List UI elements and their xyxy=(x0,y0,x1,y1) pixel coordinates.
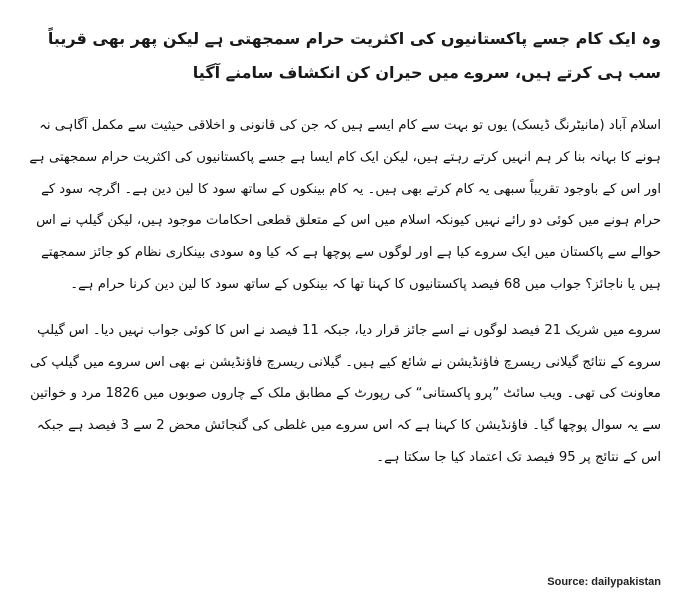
article-headline: وہ ایک کام جسے پاکستانیوں کی اکثریت حرام سمجھتی ہے لیکن پھر بھی قریباً سب ہی کرتے ہیں، سروے میں حیران کن انکشاف سامنے آگیا xyxy=(47,29,661,82)
article-paragraph-2: سروے میں شریک 21 فیصد لوگوں نے اسے جائز قرار دیا، جبکہ 11 فیصد نے اس کا کوئی جواب نہیں دیا۔ اس گیلپ سروے کے نتائج گیلانی ریسرچ فاؤنڈیشن نے شائع کیے ہیں۔ گیلانی ریسرچ فاؤنڈیشن نے بھی اس سروے میں گیلپ کی معاونت کی تھی۔ ویب سائٹ ”پرو پاکستانی“ کی رپورٹ کے مطابق ملک کے چاروں صوبوں میں 1826 مرد و خواتین سے یہ سوال پوچھا گیا۔ فاؤنڈیشن کا کہنا ہے کہ اس سروے میں غلطی کی گنجائش محض 2 سے 3 فیصد ہے جبکہ اس کے نتائج پر 95 فیصد تک اعتماد کیا جا سکتا ہے۔ xyxy=(29,322,661,465)
source-credit: Source: dailypakistan xyxy=(547,576,661,588)
article-paragraph-1: اسلام آباد (مانیٹرنگ ڈیسک) یوں تو بہت سے کام ایسے ہیں کہ جن کی قانونی و اخلاقی حیثیت سے مکمل آگاہی نہ ہونے کا بہانہ بنا کر ہم انہیں کرتے رہتے ہیں، لیکن ایک کام ایسا ہے جسے پاکستانیوں کی اکثریت حرام سمجھتی ہے اور اس کے باوجود تقریباً سبھی یہ کام کرتے بھی ہیں۔ یہ کام بینکوں کے ساتھ سود کا لین دین ہے۔ اگرچہ سود کے حرام ہونے میں کوئی دو رائے نہیں کیونکہ اسلام میں اس کے متعلق قطعی احکامات موجود ہیں، لیکن گیلپ نے اس حوالے سے پاکستان میں ایک سروے کیا ہے اور لوگوں سے پوچھا ہے کہ کیا وہ سودی بینکاری نظام کو جائز سمجھتے ہیں یا ناجائز؟ جواب میں 68 فیصد پاکستانیوں کا کہنا تھا کہ بینکوں کے ساتھ سود کا لین دین کرنا حرام ہے۔ xyxy=(29,118,661,292)
